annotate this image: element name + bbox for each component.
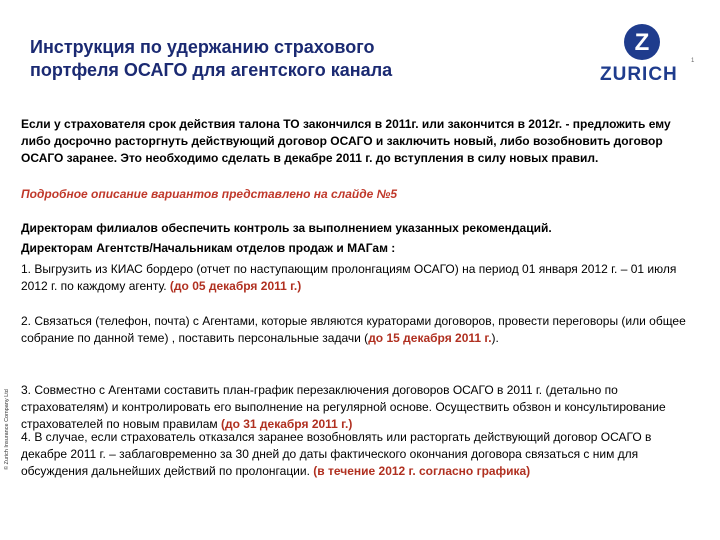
copyright-notice: © Zurich Insurance Company Ltd bbox=[4, 389, 10, 470]
step-4 bbox=[21, 429, 691, 480]
title-line-2: портфеля ОСАГО для агентского канала bbox=[30, 60, 393, 80]
logo-text: ZURICH bbox=[600, 64, 678, 85]
step-1-deadline: (до 05 декабря 2011 г.) bbox=[169, 279, 302, 293]
step-3-text: 3. Совместно с Агентами составить план-график перезаключения договоров ОСАГО в 2011 г. (детально по страхователям) и контролировать его выполнение на регулярной основе. Осуществить обзвон и консультирование страхователей по новым правилам bbox=[21, 383, 666, 431]
step-3-deadline: (до 31 декабря 2011 г.) bbox=[220, 417, 353, 431]
slide-title bbox=[30, 36, 500, 82]
paragraph-agency-directors: Директорам Агентств/Начальникам отделов продаж и МАГам : bbox=[21, 241, 396, 255]
logo-letter: Z bbox=[634, 29, 650, 56]
step-4-deadline: (в течение 2012 г. согласно графика) bbox=[313, 464, 531, 478]
zurich-logo bbox=[598, 22, 694, 88]
page-number: 1 bbox=[691, 58, 695, 64]
step-3 bbox=[21, 382, 691, 433]
paragraph-directors: Директорам филиалов обеспечить контроль за выполнением указанных рекомендаций. bbox=[21, 221, 552, 235]
paragraph-recommendation: Если у страхователя срок действия талона ТО закончился в 2011г. или закончится в 2012г. - предложить ему либо досрочно расторгнуть действующий договор ОСАГО и заключить новый, либо возобновить договор ОСАГО заранее. Это необходимо сделать в декабре 2011 г. до вступления в силу новых правил. bbox=[21, 117, 671, 165]
step-1 bbox=[21, 261, 691, 295]
step-2-end: ). bbox=[491, 331, 499, 345]
zurich-logo-icon bbox=[622, 22, 662, 62]
step-4-text: 4. В случае, если страхователь отказался заранее возобновлять или расторгать действующий договор ОСАГО в декабре 2011 г. – заблаговременно за 30 дней до даты фактического окончания договора связаться с ним для обсуждения дальнейших действий по пролонгации. bbox=[21, 430, 652, 478]
step-2-deadline: до 15 декабря 2011 г. bbox=[368, 331, 492, 345]
step-2-text: 2. Связаться (телефон, почта) с Агентами, которые являются кураторами договоров, провести переговоры (или общее собрание по данной теме) , поставить персональные задачи ( bbox=[21, 314, 686, 345]
step-1-text: 1. Выгрузить из КИАС бордеро (отчет по наступающим пролонгациям ОСАГО) на период 01 января 2012 г. – 01 июля 2012 г. по каждому агенту. bbox=[21, 262, 677, 293]
step-2 bbox=[21, 313, 691, 347]
title-line-1: Инструкция по удержанию страхового bbox=[30, 37, 375, 57]
slide-reference-note: Подробное описание вариантов представлено на слайде №5 bbox=[21, 187, 398, 201]
